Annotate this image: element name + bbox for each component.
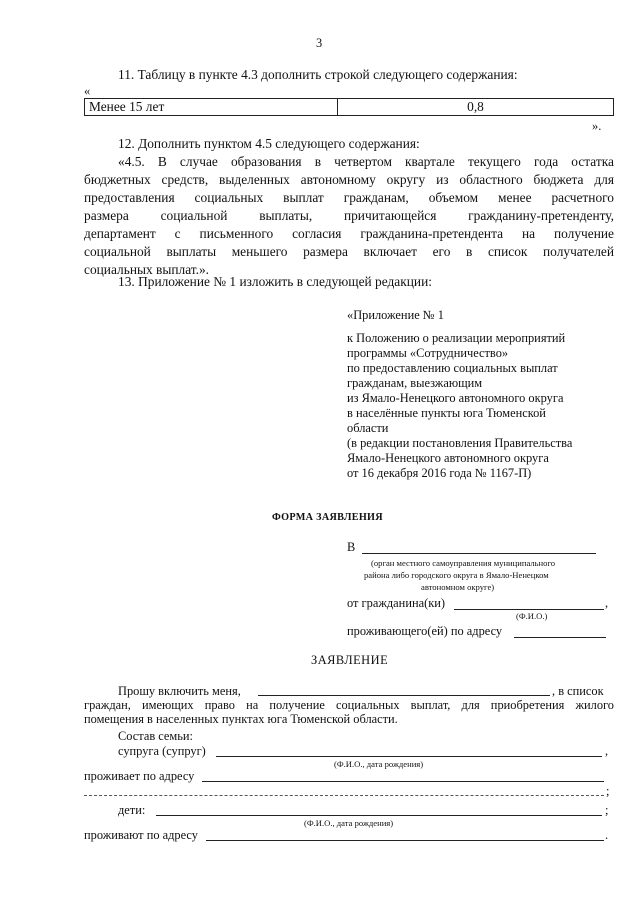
item-13-text: 13. Приложение № 1 изложить в следующей редакции: <box>118 274 432 289</box>
spouse-address-line-2[interactable] <box>84 795 604 796</box>
organ-caption-3: автономном округе) <box>421 582 495 592</box>
appendix-line-10: от 16 декабря 2016 года № 1167-П) <box>347 466 532 480</box>
children-caption: (Ф.И.О., дата рождения) <box>304 818 394 828</box>
spouse-comma: , <box>605 744 609 758</box>
appendix-title: «Приложение № 1 <box>347 308 444 322</box>
item-12-text: 12. Дополнить пунктом 4.5 следующего содержания: <box>118 136 420 151</box>
request-start: Прошу включить меня, <box>118 684 241 698</box>
table-cell-coefficient: 0,8 <box>338 99 614 116</box>
appendix-line-3: по предоставлению социальных выплат <box>347 361 558 375</box>
spouse-address-label: проживает по адресу <box>84 769 195 783</box>
item-12-last-line: социальных выплат.». <box>84 262 210 277</box>
item-12-line-5: департамент с письменного согласия гражданина-претендента на получение <box>84 226 614 241</box>
request-line-3: помещения в населенных пунктах юга Тюменской области. <box>84 712 398 726</box>
spouse-label: супруга (супруг) <box>118 744 206 758</box>
spouse-caption: (Ф.И.О., дата рождения) <box>334 759 424 769</box>
close-quote: ». <box>592 119 602 133</box>
open-quote: « <box>84 84 91 98</box>
family-label: Состав семьи: <box>118 729 193 743</box>
appendix-line-1: к Положению о реализации мероприятий <box>347 331 566 345</box>
children-semicolon: ; <box>605 803 609 817</box>
spouse-address-semicolon: ; <box>606 784 610 798</box>
spouse-line[interactable] <box>216 756 602 757</box>
children-address-period: . <box>605 828 609 842</box>
item-12-line-6: социальной выплаты меньшего размера включает его в список получателей <box>84 244 614 259</box>
children-label: дети: <box>118 803 146 817</box>
item-12-line-2: бюджетных средств, выделенных автономному округу из областного бюджета для <box>84 172 614 187</box>
appendix-line-5: из Ямало-Ненецкого автономного округа <box>347 391 564 405</box>
item-11-text: 11. Таблицу в пункте 4.3 дополнить строкой следующего содержания: <box>118 67 518 82</box>
spouse-address-line[interactable] <box>202 781 604 782</box>
request-name-line[interactable] <box>258 695 550 696</box>
from-citizen-label: от гражданина(ки) <box>347 596 445 610</box>
from-citizen-line[interactable] <box>454 609 604 610</box>
addressee-line[interactable] <box>362 553 596 554</box>
addressee-prefix: В <box>347 540 356 554</box>
appendix-line-2: программы «Сотрудничество» <box>347 346 509 360</box>
age-table <box>84 98 614 116</box>
page-number: 3 <box>316 36 323 50</box>
item-12-line-3: предоставления социальных выплат гражданам, объемом менее расчетного <box>84 190 614 205</box>
organ-caption-1: (орган местного самоуправления муниципального <box>371 558 556 568</box>
children-line[interactable] <box>156 815 602 816</box>
children-address-label: проживают по адресу <box>84 828 198 842</box>
appendix-line-6: в населённые пункты юга Тюменской <box>347 406 546 420</box>
item-12-line-1: «4.5. В случае образования в четвертом квартале текущего года остатка <box>118 154 614 169</box>
residing-line[interactable] <box>514 637 606 638</box>
request-line-2: граждан, имеющих право на получение социальных выплат, для приобретения жилого <box>84 698 614 712</box>
fio-caption: (Ф.И.О.) <box>516 611 548 621</box>
appendix-line-9: Ямало-Ненецкого автономного округа <box>347 451 549 465</box>
appendix-line-7: области <box>347 421 389 435</box>
statement-title: ЗАЯВЛЕНИЕ <box>311 653 389 667</box>
table-row <box>85 99 614 116</box>
from-citizen-comma: , <box>605 596 609 610</box>
table-cell-age: Менее 15 лет <box>85 99 338 116</box>
item-12-line-4: размера социальной выплаты, причитающейся гражданину-претенденту, <box>84 208 614 223</box>
children-address-line[interactable] <box>206 840 604 841</box>
request-end: , в список <box>552 684 604 698</box>
organ-caption-2: района либо городского округа в Ямало-Ненецком <box>364 570 549 580</box>
residing-label: проживающего(ей) по адресу <box>347 624 503 638</box>
appendix-line-4: гражданам, выезжающим <box>347 376 483 390</box>
form-title: ФОРМА ЗАЯВЛЕНИЯ <box>272 512 383 523</box>
appendix-line-8: (в редакции постановления Правительства <box>347 436 573 450</box>
